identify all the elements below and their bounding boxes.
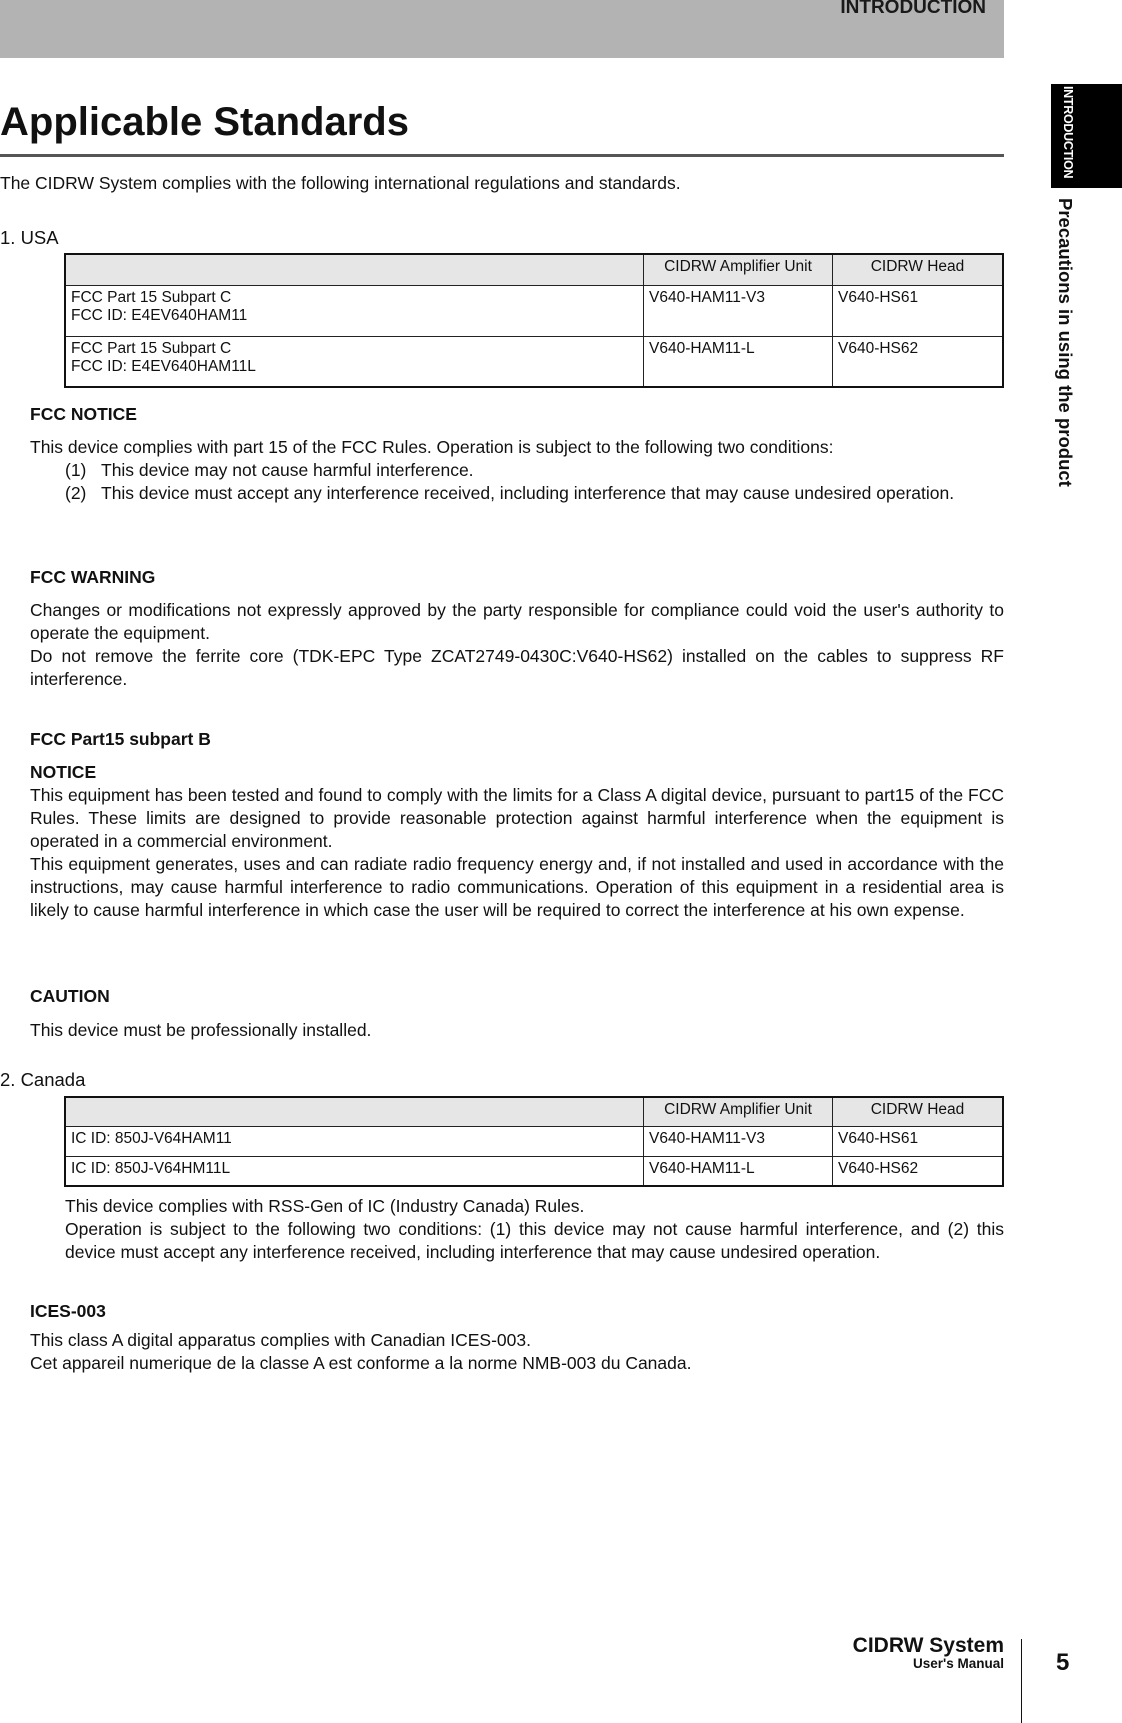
title-rule	[0, 154, 1004, 157]
paragraph: This device complies with RSS-Gen of IC (Industry Canada) Rules.	[65, 1196, 585, 1216]
cell-amp: V640-HAM11-V3	[644, 1126, 833, 1156]
chapter-label: Precautions in using the product	[1055, 198, 1076, 487]
fcc-warning-section	[30, 599, 1004, 691]
cell-standard: FCC Part 15 Subpart C	[71, 339, 232, 357]
usa-table	[64, 253, 1004, 388]
list-number: (1)	[65, 460, 87, 480]
footer-manual: User's Manual	[913, 1656, 1004, 1671]
col-standard	[65, 254, 644, 285]
table-row	[65, 1126, 1003, 1156]
side-tab-label: INTRODUCTION	[1061, 86, 1075, 179]
intro-text: The CIDRW System complies with the following international regulations and standards.	[0, 173, 681, 193]
fcc-notice-text: This device complies with part 15 of the FCC Rules. Operation is subject to the following two conditions:	[30, 437, 834, 457]
list-number: (2)	[65, 483, 87, 503]
table-row	[65, 1156, 1003, 1186]
cell-ic-id: IC ID: 850J-V64HAM11	[65, 1126, 644, 1156]
cell-head: V640-HS61	[833, 1126, 1004, 1156]
page-header-bar	[0, 0, 1004, 58]
paragraph: This equipment generates, uses and can radiate radio frequency energy and, if not installed and used in accordance with the instructions, may cause harmful interference to radio communications. Operation of this equipment in a residential area is likely to cause harmful interference in which case the user will be required to correct the interference at his own expense.	[30, 854, 1004, 920]
list-item	[65, 482, 1004, 505]
table-row	[65, 336, 1003, 387]
footer-product	[853, 1634, 1004, 1671]
cell-fcc-id: FCC ID: E4EV640HAM11L	[71, 357, 256, 375]
caution-text: This device must be professionally installed.	[30, 1020, 372, 1040]
fcc-notice-section	[30, 436, 1004, 505]
cell-amp: V640-HAM11-V3	[644, 285, 833, 336]
paragraph: Do not remove the ferrite core (TDK-EPC Type ZCAT2749-0430C:V640-HS62) installed on the cables to suppress RF interference.	[30, 646, 1004, 689]
col-amp: CIDRW Amplifier Unit	[644, 254, 833, 285]
cell-head: V640-HS61	[833, 285, 1004, 336]
notice-subheading: NOTICE	[30, 762, 97, 782]
col-amp: CIDRW Amplifier Unit	[644, 1097, 833, 1126]
canada-section	[65, 1195, 1004, 1264]
paragraph: Cet appareil numerique de la classe A est conforme a la norme NMB-003 du Canada.	[30, 1353, 692, 1373]
paragraph: This class A digital apparatus complies with Canadian ICES-003.	[30, 1330, 531, 1350]
paragraph: Operation is subject to the following two conditions: (1) this device may not cause harmful interference, and (2) this device must accept any interference received, including interference that may cause undesired operation.	[65, 1219, 1004, 1262]
ices-heading: ICES-003	[30, 1301, 106, 1321]
col-head: CIDRW Head	[833, 254, 1004, 285]
caution-heading: CAUTION	[30, 986, 110, 1006]
cell-amp: V640-HAM11-L	[644, 336, 833, 387]
paragraph: Changes or modifications not expressly approved by the party responsible for compliance could void the user's authority to operate the equipment.	[30, 600, 1004, 643]
part15b-section	[30, 784, 1004, 922]
cell-head: V640-HS62	[833, 1156, 1004, 1186]
cell-ic-id: IC ID: 850J-V64HM11L	[65, 1156, 644, 1186]
paragraph: This equipment has been tested and found to comply with the limits for a Class A digital device, pursuant to part15 of the FCC Rules. These limits are designed to provide reasonable protection against harmful interference when the equipment is operated in a commercial environment.	[30, 785, 1004, 851]
fcc-warning-heading: FCC WARNING	[30, 567, 156, 587]
side-tab	[1051, 84, 1122, 188]
part15b-heading: FCC Part15 subpart B	[30, 729, 211, 749]
header-section-label: INTRODUCTION	[840, 0, 986, 18]
cell-standard: FCC Part 15 Subpart C	[71, 288, 232, 306]
table-row	[65, 285, 1003, 336]
cell-head: V640-HS62	[833, 336, 1004, 387]
canada-table	[64, 1096, 1004, 1187]
list-item	[65, 459, 1004, 482]
list-text: This device must accept any interference received, including interference that may cause undesired operation.	[101, 483, 955, 503]
cell-amp: V640-HAM11-L	[644, 1156, 833, 1186]
col-head: CIDRW Head	[833, 1097, 1004, 1126]
page-title: Applicable Standards	[0, 100, 409, 144]
list-text: This device may not cause harmful interference.	[101, 460, 474, 480]
col-standard	[65, 1097, 644, 1126]
fcc-notice-heading: FCC NOTICE	[30, 404, 137, 424]
page-number: 5	[1056, 1649, 1070, 1676]
footer-product-name: CIDRW System	[852, 1634, 1004, 1657]
cell-fcc-id: FCC ID: E4EV640HAM11	[71, 306, 248, 324]
ices-section	[30, 1329, 1004, 1375]
canada-heading: 2. Canada	[0, 1069, 86, 1090]
usa-heading: 1. USA	[0, 227, 59, 248]
footer-divider	[1021, 1639, 1022, 1723]
